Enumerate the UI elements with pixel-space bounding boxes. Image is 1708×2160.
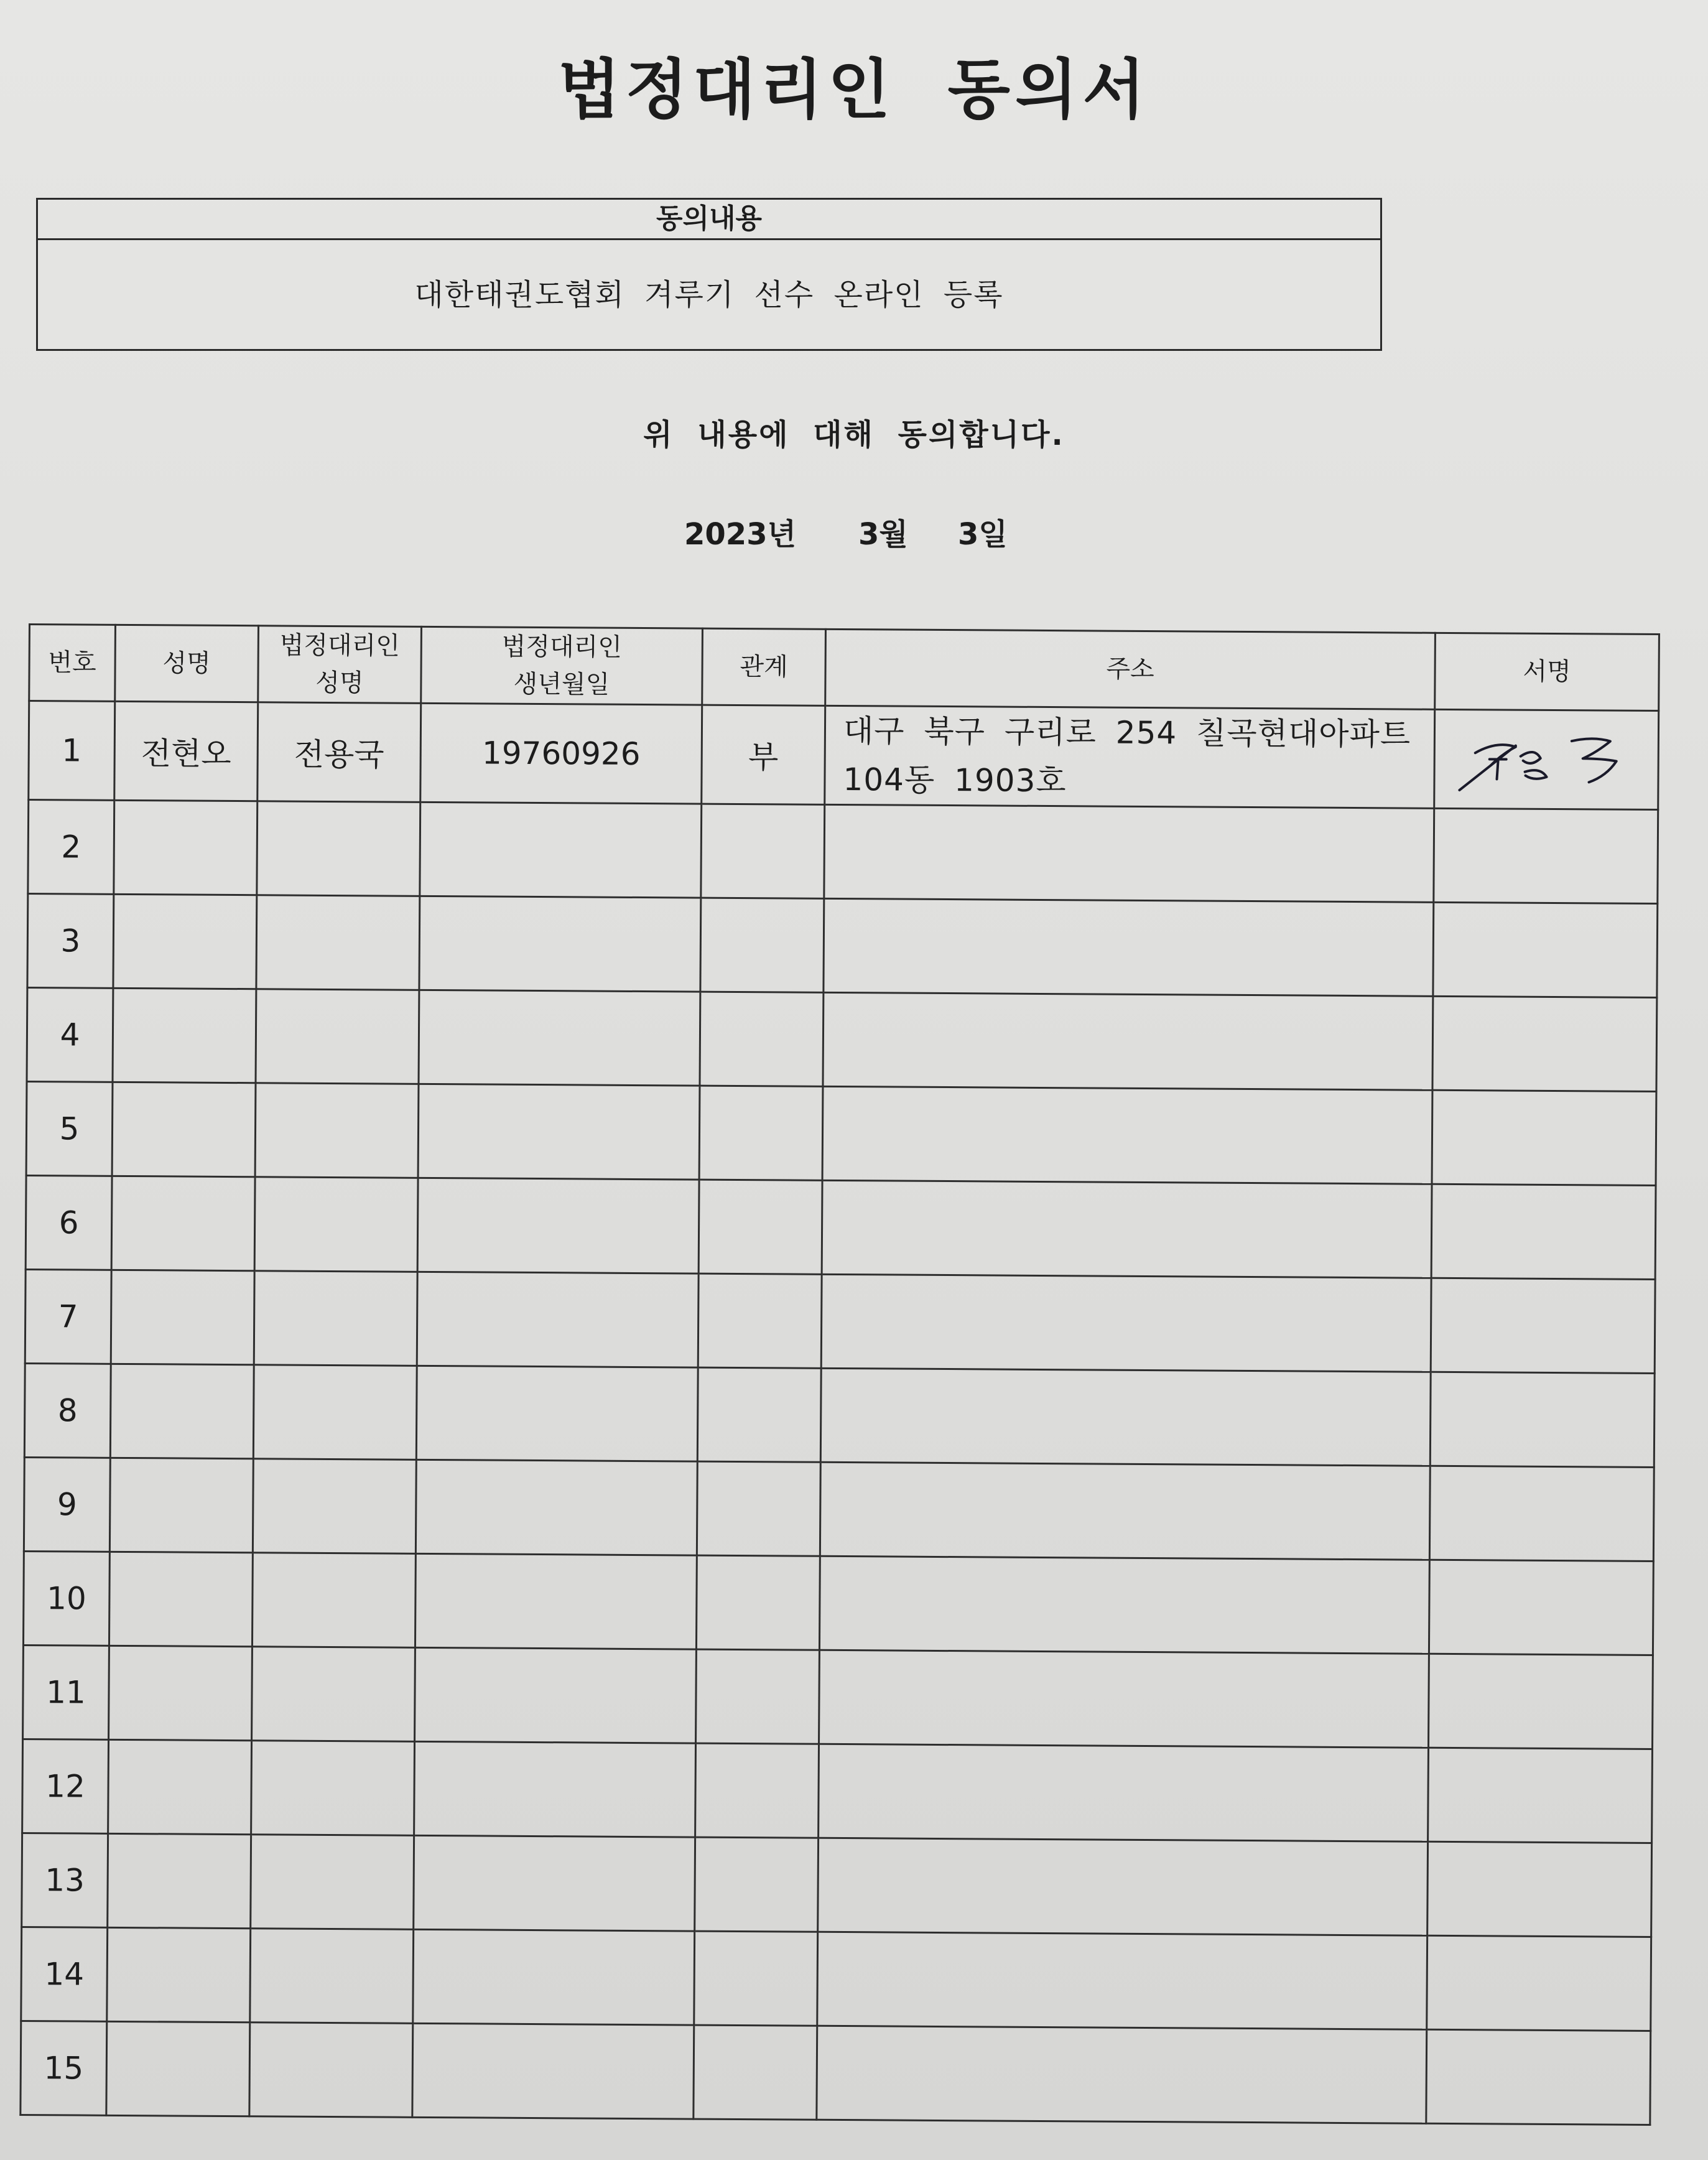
header-no: 번호	[29, 625, 116, 702]
address-line1	[840, 1227, 1431, 1231]
row-name: 전현오	[114, 701, 258, 801]
row-number: 3	[27, 894, 114, 989]
row-signature	[1433, 902, 1658, 997]
row-guardian-birth	[416, 1366, 698, 1461]
row-address	[820, 1462, 1430, 1560]
address-line2	[840, 1321, 1430, 1325]
row-signature	[1428, 1748, 1653, 1843]
address-line1	[838, 1509, 1429, 1513]
row-address	[819, 1650, 1429, 1748]
table-row	[21, 1927, 1651, 2031]
row-relation	[694, 2025, 817, 2120]
address-line2	[842, 1040, 1432, 1043]
row-relation	[701, 804, 825, 898]
row-address	[823, 992, 1433, 1090]
table-row	[27, 894, 1658, 998]
row-relation: 부	[702, 705, 825, 804]
row-guardian-birth	[415, 1553, 697, 1649]
header-guardian-name	[258, 626, 422, 704]
row-address	[825, 705, 1435, 808]
row-address	[824, 804, 1434, 902]
row-guardian-birth	[414, 1835, 695, 1931]
address-line2	[842, 946, 1432, 949]
row-signature	[1430, 1372, 1655, 1467]
address-line2	[835, 2073, 1426, 2077]
row-guardian-name	[250, 1929, 414, 2024]
table-row	[21, 2021, 1651, 2125]
row-number: 7	[25, 1269, 111, 1364]
row-number: 10	[23, 1551, 109, 1646]
header-signature: 서명	[1435, 633, 1659, 710]
address-line1	[842, 1040, 1432, 1043]
row-name	[110, 1364, 254, 1458]
table-row	[28, 800, 1658, 904]
document-title: 법정대리인 동의서	[558, 52, 1150, 128]
row-guardian-birth: 19760926	[420, 703, 702, 804]
row-guardian-name	[254, 1271, 417, 1366]
header-address: 주소	[825, 629, 1436, 709]
row-signature	[1429, 1560, 1653, 1655]
address-line2: 104동 1903호	[843, 761, 1067, 799]
row-guardian-name	[249, 2023, 413, 2118]
address-line1	[838, 1603, 1428, 1607]
table-row	[27, 987, 1657, 1091]
row-address	[821, 1274, 1431, 1372]
row-signature	[1429, 1654, 1653, 1749]
row-number: 5	[26, 1081, 113, 1176]
table-body	[21, 701, 1659, 2125]
row-address	[817, 1932, 1427, 2029]
header-guardian-name-line1: 법정대리인	[279, 631, 401, 661]
row-relation	[700, 992, 824, 1086]
row-guardian-name	[255, 1083, 419, 1178]
row-relation	[700, 898, 824, 992]
address-line1	[843, 852, 1433, 855]
row-name	[108, 1833, 251, 1928]
row-relation	[699, 1180, 822, 1274]
row-guardian-name	[253, 1365, 417, 1460]
table-row	[26, 1175, 1656, 1279]
table-header-row	[29, 625, 1659, 711]
address-line1	[837, 1791, 1427, 1795]
row-signature	[1432, 996, 1657, 1091]
row-signature	[1429, 1466, 1654, 1561]
row-name	[113, 894, 257, 989]
row-guardian-name: 전용국	[258, 702, 421, 803]
row-number: 4	[27, 987, 113, 1082]
row-signature	[1426, 2029, 1651, 2125]
row-guardian-birth	[412, 2023, 694, 2119]
row-relation	[696, 1649, 820, 1744]
date-month: 3월	[858, 517, 908, 552]
address-line2	[836, 1979, 1426, 1983]
address-line1	[840, 1321, 1430, 1325]
row-relation	[695, 1743, 819, 1838]
row-address	[822, 1180, 1432, 1278]
consent-body: 대한태권도협회 겨루기 선수 온라인 등록	[414, 277, 1004, 312]
consent-header: 동의내용	[38, 200, 1380, 240]
row-signature	[1427, 1935, 1651, 2031]
row-guardian-name	[256, 989, 419, 1084]
row-name	[109, 1552, 253, 1646]
row-guardian-name	[251, 1835, 414, 1930]
header-guardian-birth	[421, 626, 703, 705]
address-line1	[836, 1979, 1426, 1983]
row-address	[819, 1744, 1429, 1841]
row-guardian-birth	[417, 1272, 699, 1367]
address-line1	[837, 1697, 1427, 1701]
address-line2	[839, 1415, 1429, 1419]
row-relation	[695, 1837, 819, 1932]
row-relation	[698, 1273, 822, 1368]
row-address	[819, 1556, 1429, 1654]
row-number: 2	[28, 800, 114, 895]
row-name	[106, 2021, 250, 2116]
row-guardian-birth	[419, 990, 700, 1086]
consent-box	[36, 198, 1382, 351]
row-number: 6	[26, 1175, 112, 1270]
row-signature	[1434, 709, 1659, 809]
row-number: 14	[21, 1927, 108, 2021]
address-line2	[837, 1885, 1427, 1889]
table-row	[26, 1081, 1656, 1185]
row-number: 8	[24, 1363, 111, 1458]
header-relation: 관계	[702, 628, 826, 705]
row-address	[824, 898, 1434, 996]
address-line1: 대구 북구 구리로 254 칠곡현대아파트	[843, 713, 1411, 753]
table-row	[23, 1645, 1653, 1749]
table-row	[24, 1457, 1654, 1561]
date-line	[684, 510, 1008, 553]
header-guardian-birth-line1: 법정대리인	[501, 632, 623, 662]
row-guardian-birth	[415, 1647, 697, 1743]
row-number: 12	[22, 1739, 109, 1833]
row-guardian-name	[257, 801, 420, 896]
row-guardian-name	[256, 895, 420, 990]
row-name	[111, 1176, 255, 1270]
handwritten-signature	[1447, 722, 1646, 798]
row-guardian-name	[252, 1647, 415, 1742]
row-relation	[694, 1931, 818, 2026]
row-number: 9	[24, 1457, 110, 1552]
address-line1	[835, 2073, 1426, 2077]
table-row	[29, 701, 1659, 810]
row-guardian-birth	[414, 1741, 696, 1837]
row-relation	[697, 1461, 820, 1556]
row-signature	[1432, 1090, 1656, 1185]
row-number: 1	[29, 701, 115, 801]
header-guardian-name-line2: 성명	[315, 668, 364, 698]
address-line1	[837, 1885, 1427, 1889]
row-number: 11	[23, 1645, 109, 1739]
address-line2	[837, 1697, 1427, 1701]
guardian-table	[19, 623, 1660, 2126]
address-line2	[838, 1603, 1428, 1607]
row-address	[818, 1838, 1428, 1935]
row-relation	[699, 1086, 823, 1180]
row-name	[114, 800, 258, 895]
row-name	[109, 1646, 253, 1740]
header-name: 성명	[115, 625, 259, 702]
row-guardian-birth	[420, 802, 702, 898]
address-line2	[840, 1227, 1431, 1231]
header-guardian-birth-line2: 생년월일	[513, 669, 610, 699]
address-line1	[839, 1415, 1429, 1419]
row-signature	[1431, 1278, 1655, 1373]
row-guardian-name	[252, 1553, 415, 1648]
row-relation	[697, 1367, 821, 1462]
row-name	[107, 1927, 251, 2022]
address-line1	[842, 946, 1432, 949]
row-signature	[1434, 808, 1658, 903]
row-guardian-name	[253, 1459, 416, 1554]
row-guardian-birth	[417, 1178, 699, 1273]
table-row	[22, 1833, 1652, 1937]
table-row	[22, 1739, 1653, 1843]
address-line2	[841, 1134, 1431, 1137]
table-row	[23, 1551, 1653, 1655]
row-guardian-name	[251, 1741, 415, 1836]
address-line2	[838, 1509, 1429, 1513]
address-line2	[837, 1791, 1427, 1795]
row-relation	[696, 1555, 820, 1650]
row-address	[822, 1086, 1432, 1184]
agree-statement: 위 내용에 대해 동의합니다.	[643, 417, 1065, 452]
row-signature	[1431, 1184, 1656, 1279]
row-guardian-birth	[418, 1084, 700, 1180]
row-guardian-birth	[413, 1929, 695, 2025]
table-row	[24, 1363, 1655, 1467]
row-name	[109, 1458, 253, 1552]
date-day: 3일	[958, 517, 1008, 552]
date-year: 2023년	[684, 517, 796, 552]
address-line2	[843, 852, 1433, 855]
row-guardian-birth	[415, 1459, 697, 1555]
row-signature	[1427, 1841, 1652, 1937]
row-number: 13	[22, 1833, 108, 1927]
row-name	[111, 1270, 254, 1364]
address-line1	[841, 1134, 1431, 1137]
row-address	[817, 2026, 1427, 2123]
row-address	[820, 1368, 1431, 1466]
row-guardian-name	[254, 1177, 418, 1272]
row-number: 15	[21, 2021, 107, 2115]
table-row	[25, 1269, 1655, 1373]
row-name	[113, 988, 256, 1082]
row-name	[112, 1082, 256, 1176]
row-guardian-birth	[419, 896, 701, 992]
row-name	[108, 1739, 252, 1834]
